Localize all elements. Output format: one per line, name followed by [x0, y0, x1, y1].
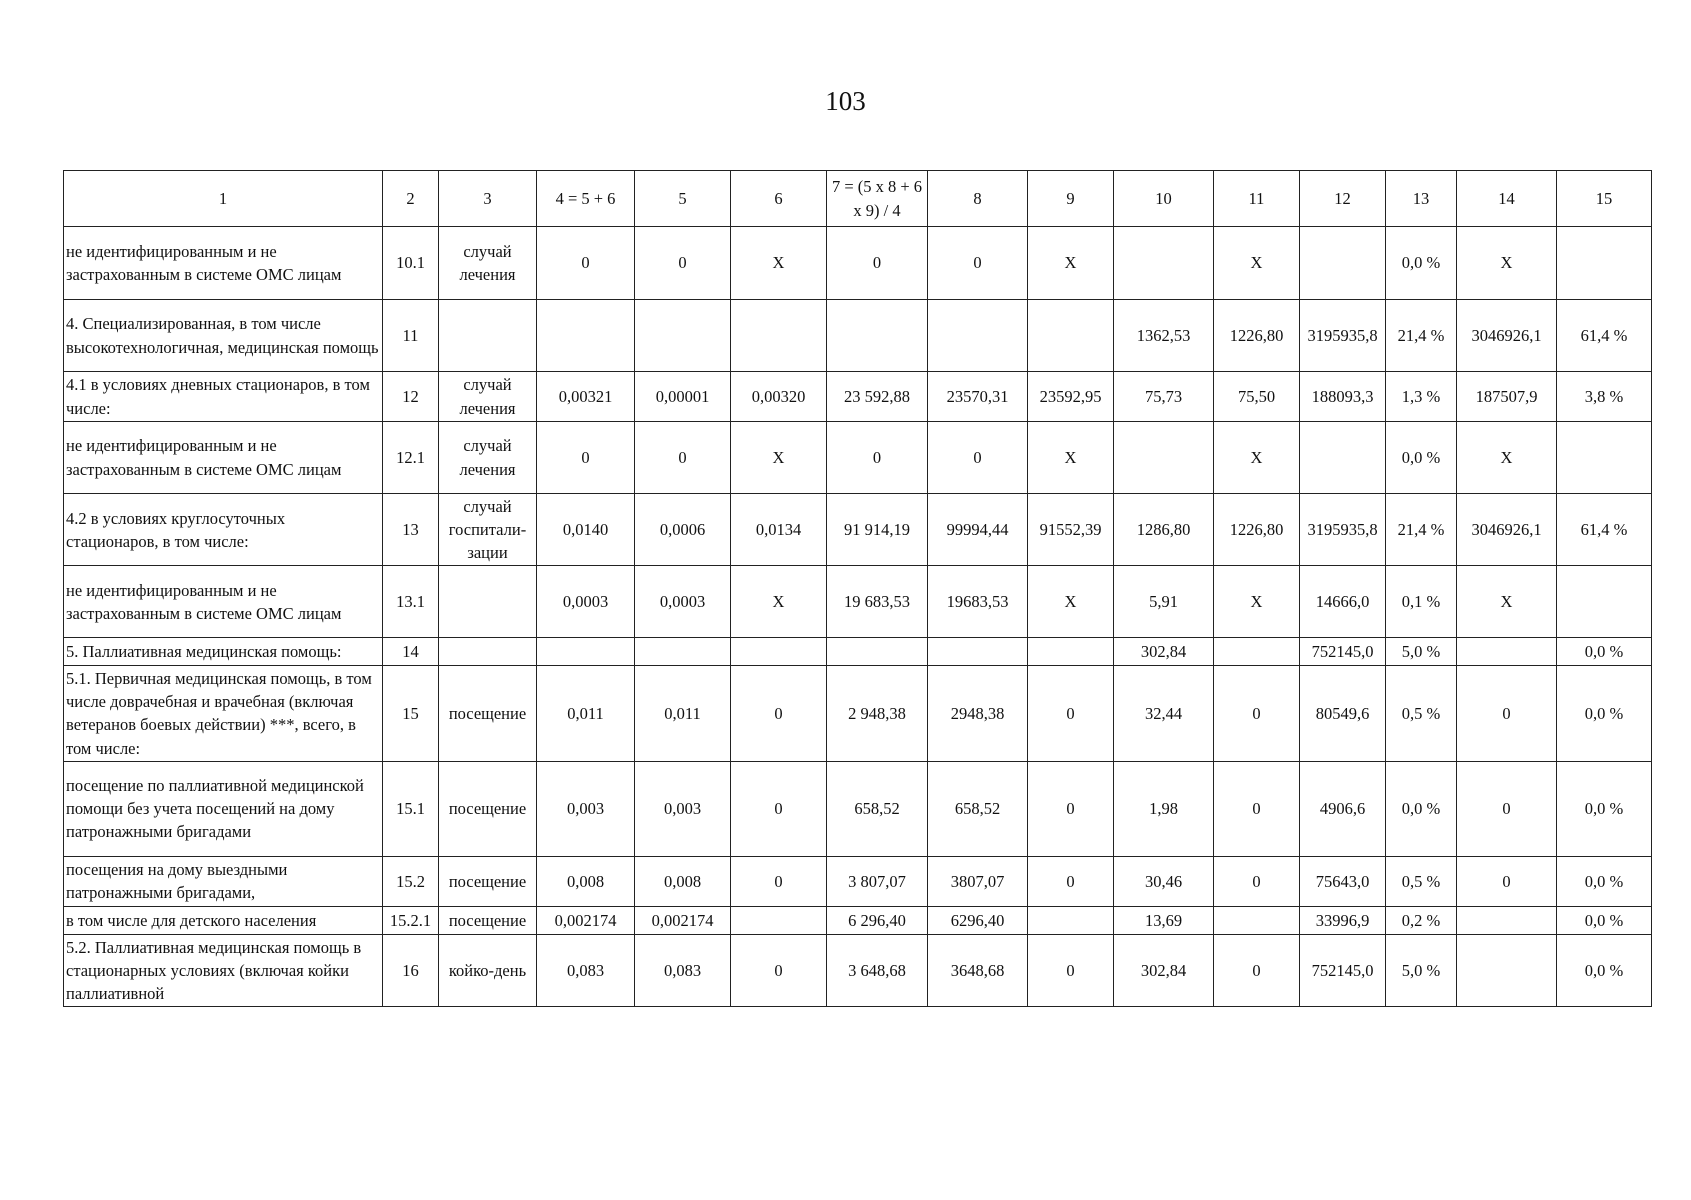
table-cell: 0,0 %: [1386, 422, 1457, 494]
table-cell: 0,002174: [635, 906, 731, 934]
table-cell: [1557, 566, 1652, 638]
table-cell: 3195935,8: [1300, 494, 1386, 566]
table-cell: 5,0 %: [1386, 638, 1457, 666]
table-row: [64, 227, 1652, 300]
table-cell: 0: [928, 227, 1028, 300]
column-header: 9: [1028, 171, 1114, 227]
table-cell: 1,3 %: [1386, 372, 1457, 422]
table-cell: [731, 638, 827, 666]
table-cell: 5,91: [1114, 566, 1214, 638]
table-cell: 6296,40: [928, 906, 1028, 934]
table-cell: 99994,44: [928, 494, 1028, 566]
table-cell: 15: [383, 666, 439, 761]
column-header: 3: [439, 171, 537, 227]
table-cell: 15.2.1: [383, 906, 439, 934]
table-cell: 0: [1028, 856, 1114, 906]
table-cell: 80549,6: [1300, 666, 1386, 761]
table-cell: 658,52: [928, 761, 1028, 856]
table-cell: 0,003: [635, 761, 731, 856]
table-cell: [537, 300, 635, 372]
column-header: 12: [1300, 171, 1386, 227]
table-cell: 752145,0: [1300, 934, 1386, 1006]
table-cell: 0,0006: [635, 494, 731, 566]
table-cell: 5,0 %: [1386, 934, 1457, 1006]
table-cell: X: [1457, 422, 1557, 494]
table-cell: случай госпитали-зации: [439, 494, 537, 566]
table-row: [64, 494, 1652, 566]
table-cell: 32,44: [1114, 666, 1214, 761]
table-row: [64, 300, 1652, 372]
table-row: [64, 372, 1652, 422]
table-cell: [1557, 227, 1652, 300]
table-cell: 23 592,88: [827, 372, 928, 422]
table-cell: 14: [383, 638, 439, 666]
table-cell: 0,083: [635, 934, 731, 1006]
table-cell: 4906,6: [1300, 761, 1386, 856]
column-header: 8: [928, 171, 1028, 227]
table-cell: посещение: [439, 906, 537, 934]
table-cell: 1362,53: [1114, 300, 1214, 372]
page-number: 103: [825, 86, 866, 116]
row-label: не идентифицированным и не застрахованным в системе ОМС лицам: [64, 566, 383, 638]
table-cell: 6 296,40: [827, 906, 928, 934]
table-cell: 0,00320: [731, 372, 827, 422]
table-cell: [1557, 422, 1652, 494]
table-cell: 0: [537, 422, 635, 494]
table-cell: 0: [928, 422, 1028, 494]
table-cell: 3195935,8: [1300, 300, 1386, 372]
table-row: [64, 666, 1652, 761]
row-label: не идентифицированным и не застрахованным в системе ОМС лицам: [64, 422, 383, 494]
table-cell: 0: [731, 856, 827, 906]
table-cell: 0: [1457, 761, 1557, 856]
row-label: 5.2. Паллиативная медицинская помощь в стационарных условиях (включая койки паллиативной: [64, 934, 383, 1006]
table-cell: 91552,39: [1028, 494, 1114, 566]
table-cell: случай лечения: [439, 227, 537, 300]
table-cell: 12: [383, 372, 439, 422]
table-cell: [1114, 227, 1214, 300]
table-cell: 302,84: [1114, 638, 1214, 666]
table-cell: 3046926,1: [1457, 300, 1557, 372]
table-cell: 14666,0: [1300, 566, 1386, 638]
table-cell: [1457, 638, 1557, 666]
table-cell: 3 648,68: [827, 934, 928, 1006]
table-cell: случай лечения: [439, 422, 537, 494]
table-cell: 0,008: [537, 856, 635, 906]
column-header: 10: [1114, 171, 1214, 227]
table-cell: 0,0 %: [1557, 666, 1652, 761]
column-header: 1: [64, 171, 383, 227]
row-label: 4. Специализированная, в том числе высокотехнологичная, медицинская помощь: [64, 300, 383, 372]
table-cell: [827, 638, 928, 666]
table-cell: 0: [827, 422, 928, 494]
table-cell: 0,0 %: [1557, 934, 1652, 1006]
column-header: 2: [383, 171, 439, 227]
header-row: [64, 171, 1652, 227]
table-cell: 0: [1028, 666, 1114, 761]
table-cell: случай лечения: [439, 372, 537, 422]
table-cell: [1028, 906, 1114, 934]
table-cell: 0: [1028, 934, 1114, 1006]
table-cell: 0: [1028, 761, 1114, 856]
row-label: 5. Паллиативная медицинская помощь:: [64, 638, 383, 666]
table-cell: 91 914,19: [827, 494, 928, 566]
table-cell: 0,0 %: [1386, 761, 1457, 856]
table-cell: 1226,80: [1214, 494, 1300, 566]
table-cell: посещение: [439, 761, 537, 856]
table-cell: [1300, 227, 1386, 300]
table-cell: 21,4 %: [1386, 300, 1457, 372]
table-cell: 302,84: [1114, 934, 1214, 1006]
table-cell: 0: [1214, 856, 1300, 906]
table-row: [64, 906, 1652, 934]
table-cell: 61,4 %: [1557, 494, 1652, 566]
table-cell: 3,8 %: [1557, 372, 1652, 422]
table-cell: 23570,31: [928, 372, 1028, 422]
table-cell: 0,0140: [537, 494, 635, 566]
table-cell: 0,1 %: [1386, 566, 1457, 638]
table-cell: 75,73: [1114, 372, 1214, 422]
table-cell: X: [1028, 422, 1114, 494]
table-cell: 0: [635, 422, 731, 494]
row-label: посещение по паллиативной медицинской помощи без учета посещений на дому патронажными бригадами: [64, 761, 383, 856]
table-cell: 15.2: [383, 856, 439, 906]
table-cell: [1457, 906, 1557, 934]
table-cell: посещение: [439, 666, 537, 761]
row-label: 4.1 в условиях дневных стационаров, в том числе:: [64, 372, 383, 422]
table-cell: 3648,68: [928, 934, 1028, 1006]
table-cell: 1226,80: [1214, 300, 1300, 372]
table-cell: 0,002174: [537, 906, 635, 934]
table-cell: 0,0 %: [1557, 761, 1652, 856]
table-cell: койко-день: [439, 934, 537, 1006]
table-cell: [731, 906, 827, 934]
table-cell: [827, 300, 928, 372]
table-cell: 0,2 %: [1386, 906, 1457, 934]
table-cell: 2 948,38: [827, 666, 928, 761]
table-cell: 0: [827, 227, 928, 300]
table-cell: 3046926,1: [1457, 494, 1557, 566]
table-cell: 188093,3: [1300, 372, 1386, 422]
table-cell: 0,5 %: [1386, 856, 1457, 906]
table-cell: 0: [1457, 856, 1557, 906]
table-cell: 33996,9: [1300, 906, 1386, 934]
table-cell: 0,00321: [537, 372, 635, 422]
table-cell: 23592,95: [1028, 372, 1114, 422]
table-cell: 0: [1457, 666, 1557, 761]
table-cell: 0: [731, 761, 827, 856]
table-cell: 15.1: [383, 761, 439, 856]
table-cell: 0: [537, 227, 635, 300]
table-cell: 19 683,53: [827, 566, 928, 638]
column-header: 15: [1557, 171, 1652, 227]
table-cell: X: [731, 422, 827, 494]
table-cell: X: [1214, 566, 1300, 638]
column-header: 13: [1386, 171, 1457, 227]
table-row: [64, 566, 1652, 638]
table-cell: [1214, 638, 1300, 666]
column-header: 4 = 5 + 6: [537, 171, 635, 227]
column-header: 14: [1457, 171, 1557, 227]
table-cell: 3 807,07: [827, 856, 928, 906]
table-cell: [1300, 422, 1386, 494]
table-row: [64, 422, 1652, 494]
table-cell: 0,0 %: [1557, 638, 1652, 666]
table-cell: 13: [383, 494, 439, 566]
table-cell: 0,0 %: [1557, 906, 1652, 934]
table-cell: X: [1214, 422, 1300, 494]
table-cell: 0: [731, 666, 827, 761]
table-row: [64, 761, 1652, 856]
row-label: в том числе для детского населения: [64, 906, 383, 934]
column-header: 5: [635, 171, 731, 227]
table-cell: 16: [383, 934, 439, 1006]
table-cell: [635, 300, 731, 372]
column-header: 11: [1214, 171, 1300, 227]
table-cell: 0,003: [537, 761, 635, 856]
table-cell: 13.1: [383, 566, 439, 638]
table-cell: X: [1028, 227, 1114, 300]
table-cell: [439, 300, 537, 372]
row-label: не идентифицированным и не застрахованным в системе ОМС лицам: [64, 227, 383, 300]
row-label: 5.1. Первичная медицинская помощь, в том числе доврачебная и врачебная (включая ветеранов боевых действии) ***, всего, в том числе:: [64, 666, 383, 761]
table-cell: 2948,38: [928, 666, 1028, 761]
table-cell: X: [1457, 227, 1557, 300]
table-cell: [928, 300, 1028, 372]
table-cell: 0: [1214, 761, 1300, 856]
table-cell: X: [1028, 566, 1114, 638]
table-cell: 61,4 %: [1557, 300, 1652, 372]
table-cell: 0,0 %: [1386, 227, 1457, 300]
table-cell: X: [731, 566, 827, 638]
table-cell: 13,69: [1114, 906, 1214, 934]
table-cell: посещение: [439, 856, 537, 906]
table-cell: 0: [1214, 934, 1300, 1006]
table-cell: 19683,53: [928, 566, 1028, 638]
table-cell: [439, 566, 537, 638]
table-cell: 658,52: [827, 761, 928, 856]
table-cell: [1028, 300, 1114, 372]
table-cell: 0,5 %: [1386, 666, 1457, 761]
row-label: посещения на дому выездными патронажными бригадами,: [64, 856, 383, 906]
table-cell: 0,083: [537, 934, 635, 1006]
column-header: 6: [731, 171, 827, 227]
table-cell: [731, 300, 827, 372]
table-cell: [439, 638, 537, 666]
table-cell: 75643,0: [1300, 856, 1386, 906]
table-cell: 10.1: [383, 227, 439, 300]
table-cell: 0: [635, 227, 731, 300]
table-cell: 0,0134: [731, 494, 827, 566]
table-cell: 0,0003: [635, 566, 731, 638]
table-cell: 752145,0: [1300, 638, 1386, 666]
table-cell: 187507,9: [1457, 372, 1557, 422]
table-cell: X: [1214, 227, 1300, 300]
table-cell: 0,008: [635, 856, 731, 906]
table-row: [64, 856, 1652, 906]
table-cell: 0,011: [635, 666, 731, 761]
table-cell: 0,0003: [537, 566, 635, 638]
table-cell: [928, 638, 1028, 666]
table-cell: 0,0 %: [1557, 856, 1652, 906]
table-cell: 12.1: [383, 422, 439, 494]
table-cell: 1286,80: [1114, 494, 1214, 566]
table-cell: [635, 638, 731, 666]
table-cell: [1028, 638, 1114, 666]
table-row: [64, 934, 1652, 1006]
table-cell: 75,50: [1214, 372, 1300, 422]
table-cell: 0,00001: [635, 372, 731, 422]
table-cell: [537, 638, 635, 666]
table-cell: 0: [731, 934, 827, 1006]
table-cell: 0: [1214, 666, 1300, 761]
table-cell: [1214, 906, 1300, 934]
column-header: 7 = (5 x 8 + 6 x 9) / 4: [827, 171, 928, 227]
table-cell: X: [731, 227, 827, 300]
table-cell: [1457, 934, 1557, 1006]
table-row: [64, 638, 1652, 666]
table-cell: [1114, 422, 1214, 494]
row-label: 4.2 в условиях круглосуточных стационаров, в том числе:: [64, 494, 383, 566]
table-cell: 0,011: [537, 666, 635, 761]
table-cell: X: [1457, 566, 1557, 638]
table-cell: 30,46: [1114, 856, 1214, 906]
table-cell: 3807,07: [928, 856, 1028, 906]
data-table: [63, 170, 1652, 1007]
table-cell: 1,98: [1114, 761, 1214, 856]
table-cell: 11: [383, 300, 439, 372]
table-cell: 21,4 %: [1386, 494, 1457, 566]
